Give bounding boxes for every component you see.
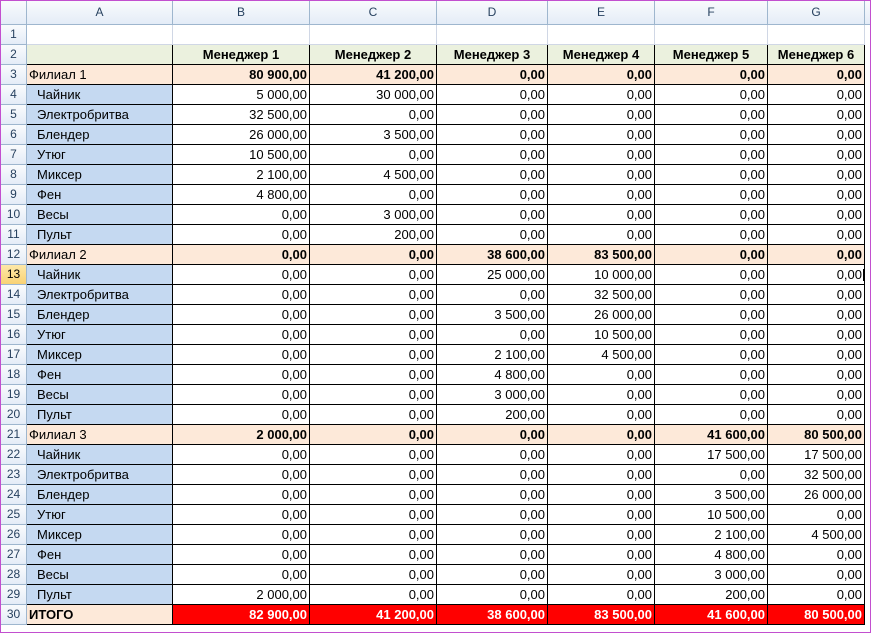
total-label[interactable]: ИТОГО <box>27 605 173 625</box>
row-header-7[interactable]: 7 <box>1 145 27 165</box>
item-label[interactable]: Пульт <box>27 405 173 425</box>
value-cell[interactable]: 0,00 <box>173 365 310 385</box>
value-cell[interactable]: 0,00 <box>437 285 548 305</box>
cell-cursor-marker <box>863 269 865 281</box>
row-header-6[interactable]: 6 <box>1 125 27 145</box>
value-cell[interactable]: 0,00 <box>437 145 548 165</box>
column-header-e[interactable]: E <box>548 1 655 25</box>
value-cell[interactable]: 0,00 <box>437 465 548 485</box>
value-cell[interactable]: 0,00 <box>655 465 768 485</box>
manager-header-6[interactable]: Менеджер 6 <box>768 45 865 65</box>
branch-label[interactable]: Филиал 3 <box>27 425 173 445</box>
item-label[interactable]: Весы <box>27 205 173 225</box>
value-cell[interactable]: 83 500,00 <box>548 245 655 265</box>
row-header-24[interactable]: 24 <box>1 485 27 505</box>
value-cell[interactable]: 0,00 <box>310 525 437 545</box>
value-cell[interactable]: 0,00 <box>655 205 768 225</box>
value-cell[interactable]: 0,00 <box>655 105 768 125</box>
value-cell[interactable]: 0,00 <box>437 525 548 545</box>
value-cell[interactable]: 25 000,00 <box>437 265 548 285</box>
column-header-f[interactable]: F <box>655 1 768 25</box>
cell-d1[interactable] <box>437 25 548 45</box>
item-label[interactable]: Электробритва <box>27 465 173 485</box>
row-header-11[interactable]: 11 <box>1 225 27 245</box>
value-cell[interactable]: 0,00 <box>768 365 865 385</box>
value-cell[interactable]: 0,00 <box>310 285 437 305</box>
column-header-c[interactable]: C <box>310 1 437 25</box>
item-label[interactable]: Весы <box>27 565 173 585</box>
value-cell[interactable]: 0,00 <box>310 305 437 325</box>
value-cell[interactable]: 0,00 <box>548 525 655 545</box>
manager-header-5[interactable]: Менеджер 5 <box>655 45 768 65</box>
value-cell[interactable]: 0,00 <box>768 145 865 165</box>
value-cell[interactable]: 10 500,00 <box>655 505 768 525</box>
value-cell[interactable]: 2 100,00 <box>655 525 768 545</box>
value-cell[interactable]: 17 500,00 <box>655 445 768 465</box>
value-cell[interactable]: 41 600,00 <box>655 425 768 445</box>
row-header-22[interactable]: 22 <box>1 445 27 465</box>
row-header-25[interactable]: 25 <box>1 505 27 525</box>
value-cell[interactable]: 0,00 <box>655 405 768 425</box>
value-cell[interactable]: 0,00 <box>655 305 768 325</box>
value-cell[interactable]: 0,00 <box>310 545 437 565</box>
value-cell[interactable]: 0,00 <box>768 305 865 325</box>
value-cell[interactable]: 2 100,00 <box>437 345 548 365</box>
row-header-28[interactable]: 28 <box>1 565 27 585</box>
value-cell[interactable]: 0,00 <box>548 405 655 425</box>
value-cell[interactable]: 0,00 <box>655 385 768 405</box>
row-header-30[interactable]: 30 <box>1 605 27 625</box>
value-cell[interactable]: 0,00 <box>768 205 865 225</box>
cell-g1[interactable] <box>768 25 865 45</box>
value-cell[interactable]: 80 500,00 <box>768 425 865 445</box>
value-cell[interactable]: 0,00 <box>548 445 655 465</box>
manager-header-1[interactable]: Менеджер 1 <box>173 45 310 65</box>
value-cell[interactable]: 0,00 <box>173 565 310 585</box>
value-cell[interactable]: 0,00 <box>655 65 768 85</box>
total-value[interactable]: 80 500,00 <box>768 605 865 625</box>
row-header-29[interactable]: 29 <box>1 585 27 605</box>
row-header-16[interactable]: 16 <box>1 325 27 345</box>
row-header-5[interactable]: 5 <box>1 105 27 125</box>
value-cell[interactable]: 0,00 <box>437 425 548 445</box>
row-header-9[interactable]: 9 <box>1 185 27 205</box>
value-cell[interactable]: 0,00 <box>437 185 548 205</box>
value-cell[interactable]: 0,00 <box>173 505 310 525</box>
value-cell[interactable]: 2 100,00 <box>173 165 310 185</box>
value-cell[interactable]: 0,00 <box>310 265 437 285</box>
value-cell[interactable]: 0,00 <box>310 405 437 425</box>
row-header-2[interactable]: 2 <box>1 45 27 65</box>
value-cell[interactable]: 0,00 <box>310 565 437 585</box>
item-label[interactable]: Фен <box>27 545 173 565</box>
value-cell[interactable]: 0,00 <box>655 245 768 265</box>
value-cell[interactable]: 0,00 <box>437 445 548 465</box>
value-cell[interactable]: 200,00 <box>437 405 548 425</box>
value-cell[interactable]: 0,00 <box>437 105 548 125</box>
value-cell[interactable]: 0,00 <box>173 245 310 265</box>
item-label[interactable]: Блендер <box>27 125 173 145</box>
value-cell[interactable]: 0,00 <box>173 325 310 345</box>
value-cell[interactable]: 0,00 <box>768 85 865 105</box>
item-label[interactable]: Блендер <box>27 485 173 505</box>
value-cell[interactable]: 0,00 <box>655 165 768 185</box>
total-value[interactable]: 38 600,00 <box>437 605 548 625</box>
value-cell[interactable]: 0,00 <box>548 85 655 105</box>
branch-label[interactable]: Филиал 2 <box>27 245 173 265</box>
value-cell[interactable]: 10 500,00 <box>548 325 655 345</box>
value-cell[interactable]: 30 000,00 <box>310 85 437 105</box>
row-header-20[interactable]: 20 <box>1 405 27 425</box>
value-cell[interactable]: 0,00 <box>768 505 865 525</box>
value-cell[interactable]: 0,00 <box>310 425 437 445</box>
value-cell[interactable]: 0,00 <box>548 505 655 525</box>
value-cell[interactable]: 0,00 <box>655 125 768 145</box>
value-cell[interactable]: 5 000,00 <box>173 85 310 105</box>
row-header-23[interactable]: 23 <box>1 465 27 485</box>
value-cell[interactable]: 0,00 <box>548 125 655 145</box>
value-cell[interactable]: 10 500,00 <box>173 145 310 165</box>
value-cell[interactable]: 0,00 <box>548 185 655 205</box>
total-value[interactable]: 83 500,00 <box>548 605 655 625</box>
value-cell[interactable]: 0,00 <box>768 245 865 265</box>
value-cell[interactable]: 0,00 <box>548 65 655 85</box>
value-cell[interactable]: 0,00 <box>310 325 437 345</box>
value-cell[interactable]: 0,00 <box>173 265 310 285</box>
value-cell[interactable]: 0,00 <box>548 105 655 125</box>
value-cell[interactable]: 0,00 <box>173 225 310 245</box>
value-cell[interactable]: 0,00 <box>548 485 655 505</box>
cell-b1[interactable] <box>173 25 310 45</box>
value-cell[interactable]: 0,00 <box>173 345 310 365</box>
item-label[interactable]: Чайник <box>27 85 173 105</box>
value-cell[interactable]: 0,00 <box>310 445 437 465</box>
value-cell[interactable]: 3 500,00 <box>310 125 437 145</box>
value-cell[interactable]: 0,00 <box>548 385 655 405</box>
value-cell[interactable]: 0,00 <box>437 225 548 245</box>
value-cell[interactable]: 32 500,00 <box>548 285 655 305</box>
value-cell[interactable]: 0,00 <box>548 165 655 185</box>
value-cell[interactable]: 0,00 <box>437 585 548 605</box>
value-cell[interactable]: 0,00 <box>437 325 548 345</box>
value-cell[interactable]: 0,00 <box>768 105 865 125</box>
row-header-19[interactable]: 19 <box>1 385 27 405</box>
value-cell[interactable]: 0,00 <box>437 205 548 225</box>
total-value[interactable]: 41 600,00 <box>655 605 768 625</box>
row-header-27[interactable]: 27 <box>1 545 27 565</box>
value-cell[interactable]: 4 800,00 <box>655 545 768 565</box>
value-cell[interactable]: 38 600,00 <box>437 245 548 265</box>
value-cell[interactable]: 0,00 <box>548 145 655 165</box>
value-cell[interactable]: 0,00 <box>437 485 548 505</box>
value-cell[interactable]: 0,00 <box>310 245 437 265</box>
value-cell[interactable]: 0,00 <box>310 585 437 605</box>
column-header-d[interactable]: D <box>437 1 548 25</box>
value-cell[interactable]: 0,00 <box>768 585 865 605</box>
value-cell[interactable]: 0,00 <box>173 525 310 545</box>
row-header-13[interactable]: 13 <box>1 265 27 285</box>
column-header-b[interactable]: B <box>173 1 310 25</box>
value-cell[interactable]: 3 000,00 <box>437 385 548 405</box>
row-header-12[interactable]: 12 <box>1 245 27 265</box>
value-cell[interactable]: 0,00 <box>310 505 437 525</box>
value-cell[interactable]: 0,00 <box>437 85 548 105</box>
value-cell[interactable]: 2 000,00 <box>173 425 310 445</box>
value-cell[interactable]: 3 000,00 <box>655 565 768 585</box>
value-cell[interactable]: 0,00 <box>310 345 437 365</box>
value-cell[interactable]: 0,00 <box>768 225 865 245</box>
value-cell[interactable]: 32 500,00 <box>173 105 310 125</box>
value-cell[interactable]: 0,00 <box>310 385 437 405</box>
value-cell[interactable]: 0,00 <box>655 145 768 165</box>
value-cell[interactable]: 0,00 <box>310 105 437 125</box>
manager-header-4[interactable]: Менеджер 4 <box>548 45 655 65</box>
value-cell[interactable]: 0,00 <box>173 305 310 325</box>
value-cell[interactable]: 0,00 <box>548 425 655 445</box>
value-cell[interactable]: 0,00 <box>310 145 437 165</box>
value-cell[interactable]: 4 500,00 <box>768 525 865 545</box>
value-cell[interactable]: 200,00 <box>310 225 437 245</box>
value-cell[interactable]: 0,00 <box>437 505 548 525</box>
value-cell[interactable]: 0,00 <box>173 485 310 505</box>
row-header-10[interactable]: 10 <box>1 205 27 225</box>
value-cell[interactable]: 0,00 <box>310 185 437 205</box>
column-header-extra[interactable] <box>865 1 871 25</box>
value-cell[interactable]: 0,00 <box>768 385 865 405</box>
value-cell[interactable]: 0,00 <box>548 205 655 225</box>
value-cell[interactable]: 0,00 <box>173 285 310 305</box>
value-cell[interactable]: 3 000,00 <box>310 205 437 225</box>
cell-e1[interactable] <box>548 25 655 45</box>
value-cell[interactable]: 3 500,00 <box>437 305 548 325</box>
item-label[interactable]: Чайник <box>27 445 173 465</box>
item-label[interactable]: Утюг <box>27 325 173 345</box>
value-cell[interactable]: 26 000,00 <box>173 125 310 145</box>
value-cell[interactable]: 0,00 <box>655 365 768 385</box>
value-cell[interactable]: 0,00 <box>548 365 655 385</box>
value-cell[interactable]: 0,00 <box>768 285 865 305</box>
value-cell[interactable]: 0,00 <box>310 365 437 385</box>
cell-c1[interactable] <box>310 25 437 45</box>
column-header-g[interactable]: G <box>768 1 865 25</box>
value-cell[interactable]: 4 800,00 <box>173 185 310 205</box>
value-cell[interactable]: 0,00 <box>655 185 768 205</box>
row-header-18[interactable]: 18 <box>1 365 27 385</box>
cell-a1[interactable] <box>27 25 173 45</box>
row-header-14[interactable]: 14 <box>1 285 27 305</box>
value-cell[interactable]: 0,00 <box>768 345 865 365</box>
item-label[interactable]: Электробритва <box>27 105 173 125</box>
value-cell[interactable]: 0,00 <box>768 545 865 565</box>
row-header-8[interactable]: 8 <box>1 165 27 185</box>
item-label[interactable]: Миксер <box>27 165 173 185</box>
item-label[interactable]: Миксер <box>27 345 173 365</box>
value-cell[interactable]: 0,00 <box>437 565 548 585</box>
value-cell[interactable]: 0,00 <box>768 165 865 185</box>
value-cell[interactable]: 0,00 <box>548 585 655 605</box>
value-cell[interactable]: 0,00 <box>768 185 865 205</box>
row-header-15[interactable]: 15 <box>1 305 27 325</box>
value-cell[interactable]: 0,00 <box>437 545 548 565</box>
value-cell[interactable]: 0,00 <box>548 545 655 565</box>
value-cell[interactable]: 0,00 <box>655 325 768 345</box>
value-cell[interactable]: 0,00 <box>768 565 865 585</box>
column-header-a[interactable]: A <box>27 1 173 25</box>
value-cell[interactable]: 0,00 <box>173 405 310 425</box>
item-label[interactable]: Блендер <box>27 305 173 325</box>
value-cell[interactable]: 0,00 <box>655 225 768 245</box>
item-label[interactable]: Чайник <box>27 265 173 285</box>
item-label[interactable]: Фен <box>27 185 173 205</box>
value-cell[interactable]: 0,00 <box>437 165 548 185</box>
value-cell[interactable]: 200,00 <box>655 585 768 605</box>
item-label[interactable]: Утюг <box>27 505 173 525</box>
value-cell[interactable]: 0,00 <box>768 125 865 145</box>
value-cell[interactable]: 0,00 <box>437 65 548 85</box>
value-cell[interactable]: 0,00 <box>655 85 768 105</box>
value-cell[interactable]: 17 500,00 <box>768 445 865 465</box>
item-label[interactable]: Пульт <box>27 225 173 245</box>
item-label[interactable]: Миксер <box>27 525 173 545</box>
value-cell[interactable]: 0,00 <box>548 225 655 245</box>
value-cell[interactable]: 0,00 <box>173 205 310 225</box>
branch-label[interactable]: Филиал 1 <box>27 65 173 85</box>
value-cell[interactable]: 0,00 <box>768 65 865 85</box>
select-all-corner[interactable] <box>1 1 27 25</box>
value-cell[interactable]: 0,00 <box>768 265 865 285</box>
value-cell[interactable]: 80 900,00 <box>173 65 310 85</box>
value-cell[interactable]: 4 800,00 <box>437 365 548 385</box>
value-cell[interactable]: 2 000,00 <box>173 585 310 605</box>
item-label[interactable]: Электробритва <box>27 285 173 305</box>
item-label[interactable]: Фен <box>27 365 173 385</box>
row-header-1[interactable]: 1 <box>1 25 27 45</box>
total-value[interactable]: 82 900,00 <box>173 605 310 625</box>
item-label[interactable]: Весы <box>27 385 173 405</box>
item-label[interactable]: Утюг <box>27 145 173 165</box>
value-cell[interactable]: 0,00 <box>548 465 655 485</box>
row-header-17[interactable]: 17 <box>1 345 27 365</box>
value-cell[interactable]: 0,00 <box>548 565 655 585</box>
value-cell[interactable]: 0,00 <box>768 405 865 425</box>
total-value[interactable]: 41 200,00 <box>310 605 437 625</box>
value-cell[interactable]: 0,00 <box>768 325 865 345</box>
value-cell[interactable]: 0,00 <box>173 385 310 405</box>
value-cell[interactable]: 0,00 <box>437 125 548 145</box>
value-cell[interactable]: 0,00 <box>173 545 310 565</box>
value-cell[interactable]: 32 500,00 <box>768 465 865 485</box>
row-header-26[interactable]: 26 <box>1 525 27 545</box>
value-cell[interactable]: 0,00 <box>655 265 768 285</box>
value-cell[interactable]: 26 000,00 <box>548 305 655 325</box>
value-cell[interactable]: 0,00 <box>310 485 437 505</box>
value-cell[interactable]: 4 500,00 <box>310 165 437 185</box>
value-cell[interactable]: 0,00 <box>310 465 437 485</box>
row-header-21[interactable]: 21 <box>1 425 27 445</box>
value-cell[interactable]: 3 500,00 <box>655 485 768 505</box>
value-cell[interactable]: 26 000,00 <box>768 485 865 505</box>
cell-a2[interactable] <box>27 45 173 65</box>
row-header-3[interactable]: 3 <box>1 65 27 85</box>
value-cell[interactable]: 41 200,00 <box>310 65 437 85</box>
value-cell[interactable]: 0,00 <box>655 285 768 305</box>
value-cell[interactable]: 4 500,00 <box>548 345 655 365</box>
manager-header-2[interactable]: Менеджер 2 <box>310 45 437 65</box>
row-header-4[interactable]: 4 <box>1 85 27 105</box>
value-cell[interactable]: 0,00 <box>173 445 310 465</box>
cell-f1[interactable] <box>655 25 768 45</box>
value-cell[interactable]: 0,00 <box>173 465 310 485</box>
value-cell[interactable]: 0,00 <box>655 345 768 365</box>
item-label[interactable]: Пульт <box>27 585 173 605</box>
value-cell[interactable]: 10 000,00 <box>548 265 655 285</box>
manager-header-3[interactable]: Менеджер 3 <box>437 45 548 65</box>
